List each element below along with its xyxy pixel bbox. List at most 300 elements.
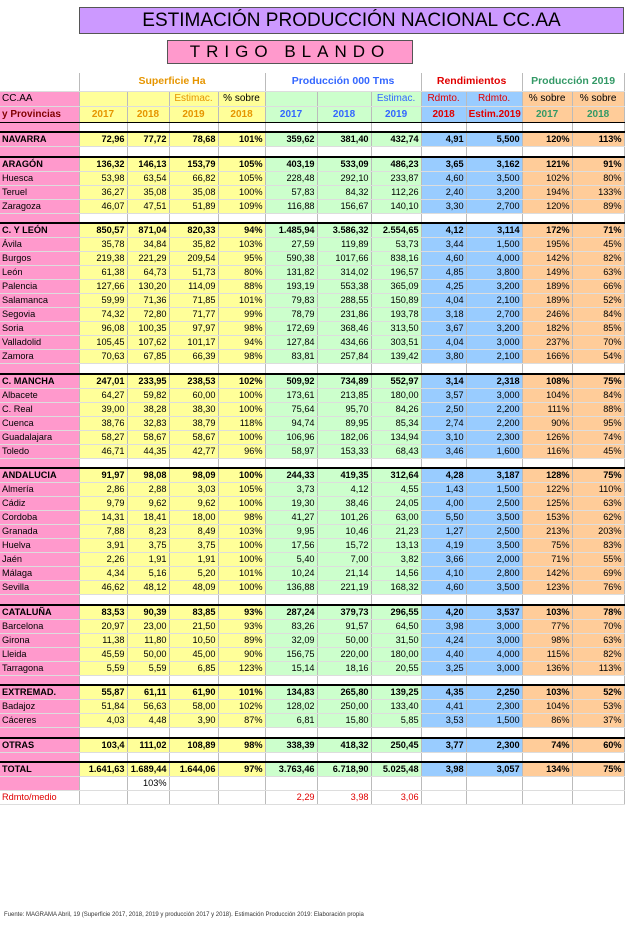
- table-cell: 3,18: [421, 308, 466, 322]
- table-cell: 105%: [218, 483, 265, 497]
- table-cell: 4,40: [421, 647, 466, 661]
- table-cell: 77%: [522, 619, 572, 633]
- table-cell: 5,59: [127, 661, 169, 675]
- table-cell: 418,32: [317, 738, 371, 753]
- table-cell: 60%: [572, 738, 624, 753]
- row-label: CATALUÑA: [0, 605, 79, 620]
- table-cell: 3,14: [421, 374, 466, 389]
- table-cell: 196,57: [371, 266, 421, 280]
- table-cell: 127,66: [79, 280, 127, 294]
- table-cell: 91,57: [317, 619, 371, 633]
- table-cell: 9,62: [127, 497, 169, 511]
- row-label: Zamora: [0, 350, 79, 364]
- table-cell: 59,82: [127, 388, 169, 402]
- table-cell: 82%: [572, 647, 624, 661]
- table-cell: 3,75: [169, 539, 218, 553]
- table-cell: 3,44: [421, 238, 466, 252]
- header-sup-2019: 2019: [169, 106, 218, 122]
- row-label: Girona: [0, 633, 79, 647]
- table-cell: 3,77: [421, 738, 466, 753]
- table-cell: 66,82: [169, 171, 218, 185]
- table-cell: 101%: [218, 132, 265, 147]
- table-cell: 3,000: [466, 388, 522, 402]
- table-cell: 2,40: [421, 185, 466, 199]
- table-cell: 45,59: [79, 647, 127, 661]
- row-label: León: [0, 266, 79, 280]
- header-estimac-prod: Estimac.: [371, 91, 421, 106]
- table-cell: 20,97: [79, 619, 127, 633]
- table-row: [0, 483, 624, 497]
- table-cell: 4,12: [317, 483, 371, 497]
- table-cell: 58,27: [79, 430, 127, 444]
- table-cell: [218, 777, 265, 791]
- table-cell: 84%: [572, 308, 624, 322]
- table-cell: 296,55: [371, 605, 421, 620]
- table-cell: 3,75: [127, 539, 169, 553]
- table-cell: 80%: [218, 266, 265, 280]
- table-cell: 5,40: [265, 553, 317, 567]
- table-cell: 4,48: [127, 714, 169, 728]
- table-cell: [522, 791, 572, 805]
- table-cell: [371, 777, 421, 791]
- table-cell: 419,35: [317, 468, 371, 483]
- table-cell: 114,09: [169, 280, 218, 294]
- table-row: [0, 791, 624, 805]
- table-cell: 102%: [522, 171, 572, 185]
- table-cell: 101,17: [169, 336, 218, 350]
- table-cell: 2,300: [466, 738, 522, 753]
- header-produccion: Producción 000 Tms: [265, 73, 421, 91]
- table-cell: 93%: [218, 619, 265, 633]
- table-cell: 105%: [218, 157, 265, 172]
- table-cell: 1,500: [466, 238, 522, 252]
- table-cell: 2,26: [79, 553, 127, 567]
- table-cell: 1,43: [421, 483, 466, 497]
- table-cell: 96%: [218, 444, 265, 458]
- table-cell: 136,88: [265, 581, 317, 595]
- table-cell: 48,12: [127, 581, 169, 595]
- table-cell: 220,00: [317, 647, 371, 661]
- table-cell: 94%: [218, 336, 265, 350]
- table-cell: 4,24: [421, 633, 466, 647]
- table-cell: 15,14: [265, 661, 317, 675]
- table-cell: 50,00: [127, 647, 169, 661]
- table-cell: 63%: [572, 497, 624, 511]
- table-cell: 18,16: [317, 661, 371, 675]
- row-label: Cádiz: [0, 497, 79, 511]
- table-cell: 172,69: [265, 322, 317, 336]
- table-cell: 2,318: [466, 374, 522, 389]
- table-cell: 203%: [572, 525, 624, 539]
- table-row: [0, 553, 624, 567]
- table-cell: 13,13: [371, 539, 421, 553]
- table-cell: 3,53: [421, 714, 466, 728]
- table-cell: 75%: [572, 468, 624, 483]
- table-cell: 39,00: [79, 402, 127, 416]
- table-row: [0, 525, 624, 539]
- table-cell: 219,38: [79, 252, 127, 266]
- table-cell: [79, 777, 127, 791]
- table-cell: 1017,66: [317, 252, 371, 266]
- table-cell: 95%: [218, 252, 265, 266]
- table-cell: 820,33: [169, 223, 218, 238]
- table-cell: 209,54: [169, 252, 218, 266]
- header-p19-2018: 2018: [572, 106, 624, 122]
- table-cell: 4,03: [79, 714, 127, 728]
- table-cell: 3,25: [421, 661, 466, 675]
- table-cell: 38,30: [169, 402, 218, 416]
- table-cell: 246%: [522, 308, 572, 322]
- table-cell: 103%: [522, 685, 572, 700]
- table-cell: 48,09: [169, 581, 218, 595]
- total-row: [0, 374, 624, 389]
- table-cell: 3,30: [421, 199, 466, 213]
- table-cell: 734,89: [317, 374, 371, 389]
- table-cell: 2,800: [466, 567, 522, 581]
- table-cell: 1.689,44: [127, 762, 169, 777]
- table-cell: 62%: [572, 511, 624, 525]
- row-label: Granada: [0, 525, 79, 539]
- table-cell: 21,50: [169, 619, 218, 633]
- table-cell: [127, 791, 169, 805]
- table-cell: 365,09: [371, 280, 421, 294]
- table-cell: 1,600: [466, 444, 522, 458]
- table-cell: 338,39: [265, 738, 317, 753]
- table-cell: 552,97: [371, 374, 421, 389]
- table-cell: 5,500: [466, 132, 522, 147]
- table-cell: 97%: [218, 762, 265, 777]
- table-cell: 3,500: [466, 539, 522, 553]
- table-cell: 9,95: [265, 525, 317, 539]
- table-cell: 88%: [218, 280, 265, 294]
- row-label: Lleida: [0, 647, 79, 661]
- table-cell: 3,162: [466, 157, 522, 172]
- table-cell: 2,29: [265, 791, 317, 805]
- table-cell: 61,90: [169, 685, 218, 700]
- table-cell: 4,35: [421, 685, 466, 700]
- table-cell: 180,00: [371, 388, 421, 402]
- table-cell: 50,00: [317, 633, 371, 647]
- header-rdmto-2: Rdmto.: [466, 91, 522, 106]
- table-cell: 72,80: [127, 308, 169, 322]
- header-ccaa: CC.AA: [0, 91, 79, 106]
- table-cell: 75%: [522, 539, 572, 553]
- total-row: [0, 157, 624, 172]
- table-cell: 21,23: [371, 525, 421, 539]
- table-cell: 4,60: [421, 171, 466, 185]
- table-cell: 3,114: [466, 223, 522, 238]
- table-cell: 292,10: [317, 171, 371, 185]
- table-cell: 89,95: [317, 416, 371, 430]
- table-cell: 41,27: [265, 511, 317, 525]
- table-cell: 69%: [572, 567, 624, 581]
- table-cell: 3,500: [466, 581, 522, 595]
- table-cell: 38,79: [169, 416, 218, 430]
- table-cell: 53,98: [79, 171, 127, 185]
- table-cell: 5,85: [371, 714, 421, 728]
- spacer-row: [0, 364, 624, 374]
- header-rdmto-1: Rdmto.: [421, 91, 466, 106]
- table-cell: 247,01: [79, 374, 127, 389]
- table-cell: 121%: [522, 157, 572, 172]
- table-cell: 131,82: [265, 266, 317, 280]
- table-row: [0, 294, 624, 308]
- table-cell: 172%: [522, 223, 572, 238]
- table-cell: 83,85: [169, 605, 218, 620]
- table-cell: 4,25: [421, 280, 466, 294]
- table-cell: 77,72: [127, 132, 169, 147]
- table-cell: 64,50: [371, 619, 421, 633]
- total-row: [0, 468, 624, 483]
- table-cell: 63%: [572, 266, 624, 280]
- table-cell: 66,39: [169, 350, 218, 364]
- table-cell: 8,49: [169, 525, 218, 539]
- table-cell: 3,57: [421, 388, 466, 402]
- table-cell: 122%: [522, 483, 572, 497]
- table-cell: 45%: [572, 444, 624, 458]
- table-row: [0, 322, 624, 336]
- table-cell: 45%: [572, 238, 624, 252]
- table-cell: 3,500: [466, 171, 522, 185]
- table-cell: 213,85: [317, 388, 371, 402]
- table-cell: 3,000: [466, 619, 522, 633]
- table-cell: 53%: [572, 700, 624, 714]
- table-cell: 55%: [572, 553, 624, 567]
- table-cell: 7,00: [317, 553, 371, 567]
- table-cell: 51,73: [169, 266, 218, 280]
- table-cell: 98,08: [127, 468, 169, 483]
- table-cell: 150,89: [371, 294, 421, 308]
- table-cell: 35,08: [127, 185, 169, 199]
- table-cell: 4,28: [421, 468, 466, 483]
- table-cell: 90%: [522, 416, 572, 430]
- row-label: Salamanca: [0, 294, 79, 308]
- spacer-row: [0, 728, 624, 738]
- table-cell: 72,96: [79, 132, 127, 147]
- table-cell: 312,64: [371, 468, 421, 483]
- table-cell: 233,87: [371, 171, 421, 185]
- table-cell: 3,91: [79, 539, 127, 553]
- header-pct-sup: % sobre: [218, 91, 265, 106]
- table-cell: 379,73: [317, 605, 371, 620]
- table-cell: 5,16: [127, 567, 169, 581]
- table-cell: 102%: [218, 374, 265, 389]
- table-cell: 3,03: [169, 483, 218, 497]
- table-row: [0, 416, 624, 430]
- table-cell: 10,24: [265, 567, 317, 581]
- table-cell: 136,32: [79, 157, 127, 172]
- table-cell: 3,98: [421, 619, 466, 633]
- header-produccion-2019: Producción 2019: [522, 73, 624, 91]
- table-cell: 173,61: [265, 388, 317, 402]
- table-cell: 2,500: [466, 497, 522, 511]
- row-label: [0, 777, 79, 791]
- table-cell: 112,26: [371, 185, 421, 199]
- table-cell: 63,54: [127, 171, 169, 185]
- table-cell: 70%: [572, 619, 624, 633]
- header-p19-2017: 2017: [522, 106, 572, 122]
- table-cell: 111,02: [127, 738, 169, 753]
- table-cell: [572, 777, 624, 791]
- table-cell: [421, 777, 466, 791]
- header-pct-2017: % sobre: [522, 91, 572, 106]
- table-cell: 3,187: [466, 468, 522, 483]
- table-cell: 63,00: [371, 511, 421, 525]
- row-label: Zaragoza: [0, 199, 79, 213]
- table-cell: 103%: [127, 777, 169, 791]
- row-label: Cordoba: [0, 511, 79, 525]
- table-row: [0, 511, 624, 525]
- table-cell: 4,41: [421, 700, 466, 714]
- table-cell: 36,27: [79, 185, 127, 199]
- table-row: [0, 280, 624, 294]
- table-cell: 2,500: [466, 525, 522, 539]
- table-cell: 85%: [572, 322, 624, 336]
- table-cell: 4,85: [421, 266, 466, 280]
- table-cell: 75,64: [265, 402, 317, 416]
- table-cell: 78,68: [169, 132, 218, 147]
- header-prod-2017: 2017: [265, 106, 317, 122]
- total-row: [0, 738, 624, 753]
- table-cell: 103,4: [79, 738, 127, 753]
- table-cell: 8,23: [127, 525, 169, 539]
- table-row: [0, 539, 624, 553]
- table-cell: 4,55: [371, 483, 421, 497]
- table-cell: [466, 791, 522, 805]
- table-cell: 58,67: [127, 430, 169, 444]
- table-cell: 78,79: [265, 308, 317, 322]
- row-label: Segovia: [0, 308, 79, 322]
- table-cell: 100%: [218, 430, 265, 444]
- table-cell: 221,19: [317, 581, 371, 595]
- table-cell: 19,30: [265, 497, 317, 511]
- table-cell: 120%: [522, 199, 572, 213]
- table-cell: 87%: [218, 714, 265, 728]
- total-row: [0, 605, 624, 620]
- table-cell: 244,33: [265, 468, 317, 483]
- table-cell: 3,200: [466, 185, 522, 199]
- table-cell: 75%: [572, 762, 624, 777]
- table-cell: 53,73: [371, 238, 421, 252]
- row-label: ANDALUCIA: [0, 468, 79, 483]
- table-cell: 54%: [572, 350, 624, 364]
- table-cell: 104%: [522, 700, 572, 714]
- table-cell: 44,35: [127, 444, 169, 458]
- table-cell: 11,80: [127, 633, 169, 647]
- table-cell: 6,81: [265, 714, 317, 728]
- table-cell: 3,90: [169, 714, 218, 728]
- table-cell: 70,63: [79, 350, 127, 364]
- row-label: Soria: [0, 322, 79, 336]
- table-row: [0, 388, 624, 402]
- table-cell: 98,09: [169, 468, 218, 483]
- table-cell: 101%: [218, 294, 265, 308]
- table-cell: 90,39: [127, 605, 169, 620]
- table-row: [0, 350, 624, 364]
- table-cell: 11,38: [79, 633, 127, 647]
- table-cell: 10,50: [169, 633, 218, 647]
- row-label: Huesca: [0, 171, 79, 185]
- table-cell: 86%: [522, 714, 572, 728]
- spacer-row: [0, 147, 624, 157]
- table-cell: 15,80: [317, 714, 371, 728]
- table-cell: 18,00: [169, 511, 218, 525]
- table-cell: 2,50: [421, 402, 466, 416]
- table-cell: 98%: [218, 738, 265, 753]
- table-cell: 103%: [522, 605, 572, 620]
- table-cell: 149%: [522, 266, 572, 280]
- row-label: Huelva: [0, 539, 79, 553]
- table-cell: 403,19: [265, 157, 317, 172]
- row-label: EXTREMAD.: [0, 685, 79, 700]
- table-cell: 1,91: [127, 553, 169, 567]
- table-cell: 182,06: [317, 430, 371, 444]
- table-cell: 2,88: [127, 483, 169, 497]
- table-row: [0, 444, 624, 458]
- table-cell: 153,79: [169, 157, 218, 172]
- table-cell: 9,62: [169, 497, 218, 511]
- table-row: [0, 497, 624, 511]
- table-cell: 23,00: [127, 619, 169, 633]
- table-cell: 63%: [572, 633, 624, 647]
- table-cell: 590,38: [265, 252, 317, 266]
- table-cell: 94%: [218, 223, 265, 238]
- table-cell: [421, 791, 466, 805]
- table-cell: 100%: [218, 581, 265, 595]
- table-cell: 871,04: [127, 223, 169, 238]
- table-cell: 27,59: [265, 238, 317, 252]
- table-cell: 15,72: [317, 539, 371, 553]
- table-cell: 46,62: [79, 581, 127, 595]
- table-cell: 64,27: [79, 388, 127, 402]
- table-cell: 509,92: [265, 374, 317, 389]
- row-label: NAVARRA: [0, 132, 79, 147]
- table-cell: [265, 777, 317, 791]
- table-cell: 98%: [218, 350, 265, 364]
- table-cell: 115%: [522, 647, 572, 661]
- table-cell: 128%: [522, 468, 572, 483]
- table-cell: 71,77: [169, 308, 218, 322]
- table-cell: 52%: [572, 294, 624, 308]
- table-cell: 6.718,90: [317, 762, 371, 777]
- table-cell: 98%: [218, 511, 265, 525]
- table-cell: [218, 791, 265, 805]
- table-cell: [169, 777, 218, 791]
- table-cell: 101,26: [317, 511, 371, 525]
- table-cell: 68,43: [371, 444, 421, 458]
- table-cell: 195%: [522, 238, 572, 252]
- table-cell: 35,78: [79, 238, 127, 252]
- table-row: [0, 567, 624, 581]
- table-cell: 80%: [572, 171, 624, 185]
- table-cell: 4,34: [79, 567, 127, 581]
- table-cell: 1,500: [466, 483, 522, 497]
- table-cell: 108%: [522, 374, 572, 389]
- table-cell: 3,80: [421, 350, 466, 364]
- table-cell: 3,537: [466, 605, 522, 620]
- table-cell: 1.641,63: [79, 762, 127, 777]
- table-row: [0, 581, 624, 595]
- table-cell: 100%: [218, 388, 265, 402]
- table-cell: 20,55: [371, 661, 421, 675]
- table-cell: 60,00: [169, 388, 218, 402]
- table-cell: 432,74: [371, 132, 421, 147]
- table-row: [0, 199, 624, 213]
- table-row: [0, 238, 624, 252]
- table-cell: 100%: [218, 497, 265, 511]
- table-cell: 850,57: [79, 223, 127, 238]
- table-cell: [317, 777, 371, 791]
